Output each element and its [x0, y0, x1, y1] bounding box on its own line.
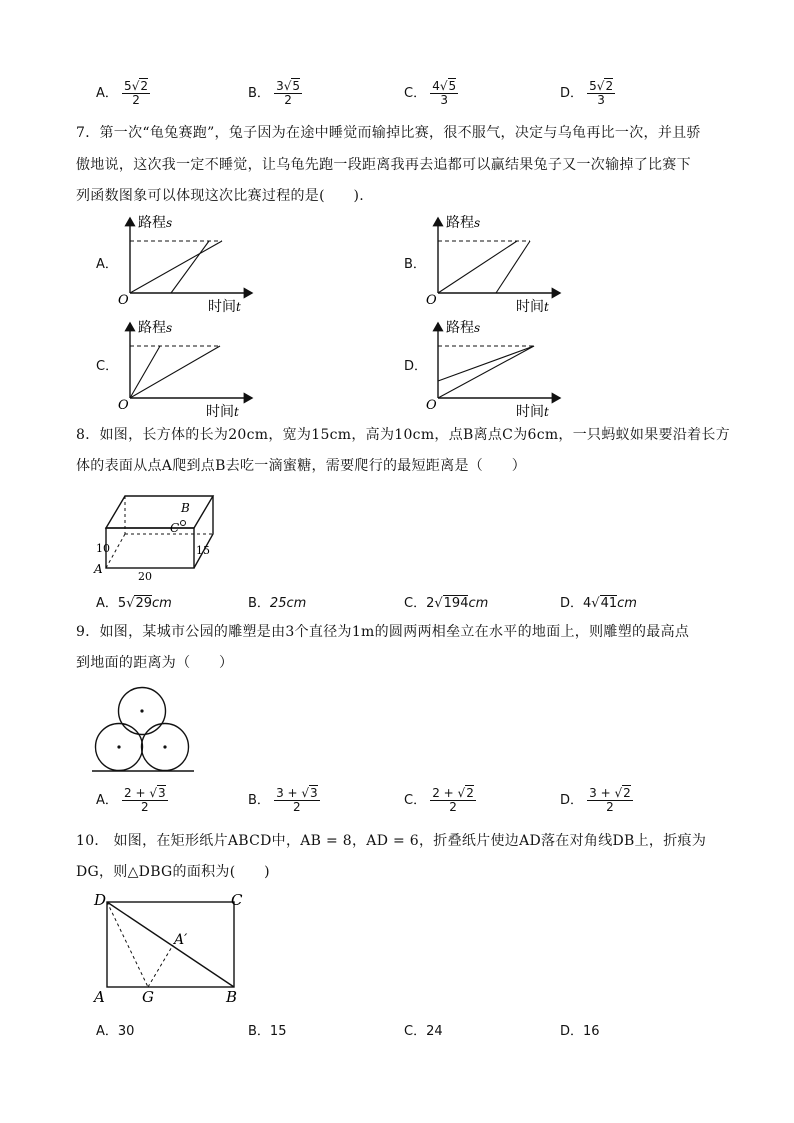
q9-circles-figure: [88, 684, 198, 779]
q9-line-2: 到地面的距离为（ ）: [76, 655, 234, 671]
point-b-label: B: [226, 988, 238, 1006]
q7-label-a: A．: [96, 257, 118, 272]
point-a-prime-label: A′: [174, 932, 188, 948]
q9-option-b: B． $\frac{3 + √3}{2}$: [248, 786, 318, 815]
q10-option-b: B．15: [248, 1024, 287, 1039]
point-d-label: D: [94, 891, 107, 909]
q7-label-b: B．: [404, 257, 426, 272]
q9-option-d: D． $\frac{3 + √2}{2}$: [560, 786, 631, 815]
point-a-label: A: [94, 988, 105, 1006]
q9-option-a: A． $\frac{2 + √3}{2}$: [96, 786, 166, 815]
q7-graph-d: [422, 315, 572, 420]
q6-option-c: C． $\frac{4√5}{3}$: [404, 79, 457, 108]
point-b-label: B: [181, 501, 190, 515]
svg-text:路程s: 路程s: [138, 320, 173, 336]
svg-text:时间t: 时间t: [208, 299, 241, 315]
y-axis-label: 路程: [138, 215, 166, 231]
q8-line-1: 8．如图，长方体的长为20cm，宽为15cm，高为10cm，点B离点C为6cm，一只蚂蚁如果要沿着长方: [76, 427, 731, 443]
q7-label-c: C．: [96, 359, 119, 374]
q9-line-1: 9．如图，某城市公园的雕塑是由3个直径为1m的圆两两相垒立在水平的地面上，则雕塑的最高点: [76, 624, 690, 640]
q10-option-d: D．16: [560, 1024, 600, 1039]
point-c-label: C: [170, 521, 180, 535]
height-label: 10: [96, 542, 110, 555]
svg-text:路程s: 路程s: [446, 215, 481, 231]
q7-graph-c: [114, 315, 264, 420]
origin-label: O: [118, 293, 129, 308]
q9-option-c: C． $\frac{2 + √2}{2}$: [404, 786, 474, 815]
q10-rectangle-figure: [88, 886, 248, 1006]
q6-option-a: A． $\frac{5√2}{2}$: [96, 79, 148, 108]
q10-option-c: C．24: [404, 1024, 443, 1039]
svg-text:路程s: 路程s: [138, 215, 173, 231]
q7-line-2: 傲地说，这次我一定不睡觉，让乌龟先跑一段距离我再去追都可以赢结果兔子又一次输掉了比赛下: [76, 157, 691, 173]
q8-cuboid-figure: [90, 490, 230, 580]
svg-text:O: O: [118, 398, 129, 413]
q8-option-c: C．2√194cm: [404, 596, 489, 611]
svg-text:O: O: [426, 293, 437, 308]
point-g-label: G: [142, 988, 154, 1006]
point-a-label: A: [94, 562, 103, 576]
q7-line-3: 列函数图象可以体现这次比赛过程的是( ).: [76, 188, 364, 204]
q10-option-a: A．30: [96, 1024, 135, 1039]
q6-option-b: B． $\frac{3√5}{2}$: [248, 79, 300, 108]
length-label: 20: [138, 570, 152, 580]
svg-text:时间t: 时间t: [516, 404, 549, 420]
width-label: 15: [196, 544, 210, 557]
q7-line-1: 7．第一次“龟兔赛跑”，兔子因为在途中睡觉而输掉比赛，很不服气，决定与乌龟再比一次，并且骄: [76, 125, 701, 141]
q6-option-d: D． $\frac{5√2}{3}$: [560, 79, 614, 108]
svg-text:O: O: [426, 398, 437, 413]
x-axis-label: 时间: [208, 299, 236, 315]
q7-label-d: D．: [404, 359, 428, 374]
q10-line-2: DG，则△DBG的面积为( ): [76, 864, 270, 880]
point-c-label: C: [231, 891, 243, 909]
svg-text:时间t: 时间t: [516, 299, 549, 315]
q7-graph-b: [422, 210, 572, 315]
svg-text:路程s: 路程s: [446, 320, 481, 336]
q8-option-d: D．4√41cm: [560, 596, 637, 611]
q8-option-b: B．25cm: [248, 596, 307, 611]
q8-option-a: A．5√29cm: [96, 596, 172, 611]
q8-line-2: 体的表面从点A爬到点B去吃一滴蜜糖，需要爬行的最短距离是（ ）: [76, 458, 526, 474]
svg-text:时间t: 时间t: [206, 404, 239, 420]
q7-graph-a: [114, 210, 264, 315]
q10-line-1: 10． 如图，在矩形纸片ABCD中，AB = 8，AD = 6，折叠纸片使边AD落在对角线DB上，折痕为: [76, 833, 707, 849]
